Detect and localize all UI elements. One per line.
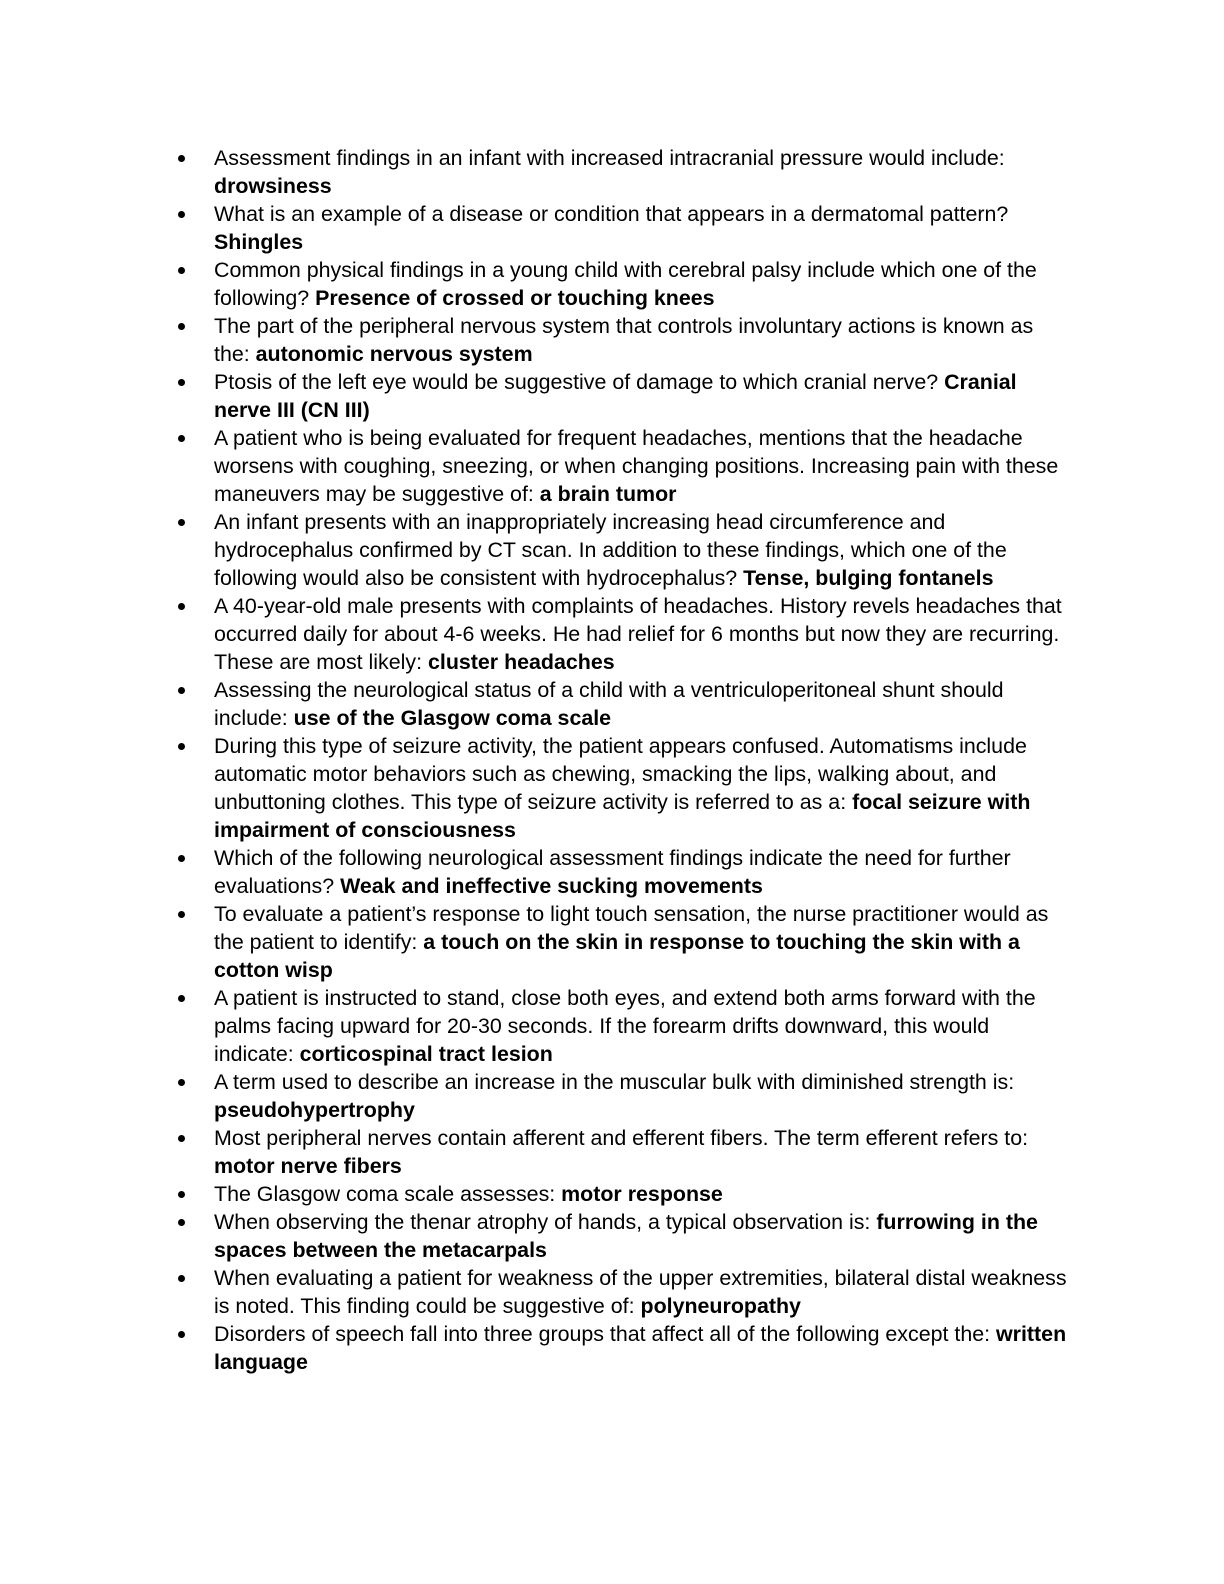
answer-text: focal seizure with impairment of consciousness (214, 790, 1031, 842)
question-text: Assessment findings in an infant with increased intracranial pressure would include: (214, 146, 1005, 170)
list-item (168, 592, 1068, 676)
list-item (168, 508, 1068, 592)
list-item (168, 900, 1068, 984)
bullet-icon (178, 155, 185, 162)
question-text: Disorders of speech fall into three groups that affect all of the following except the: (214, 1322, 997, 1346)
list-item (168, 1208, 1068, 1264)
list-item (168, 732, 1068, 844)
list-item (168, 844, 1068, 900)
answer-text: a touch on the skin in response to touching the skin with a cotton wisp (214, 930, 1020, 982)
question-text: A patient who is being evaluated for frequent headaches, mentions that the headache worsens with coughing, sneezing, or when changing positions. Increasing pain with these maneuvers may be suggestive of: (214, 426, 1059, 506)
bullet-icon (178, 743, 185, 750)
answer-text: drowsiness (214, 174, 332, 198)
list-item (168, 1320, 1068, 1376)
question-text: Which of the following neurological assessment findings indicate the need for further evaluations? (214, 846, 1011, 898)
answer-text: motor response (561, 1182, 723, 1206)
question-text: The Glasgow coma scale assesses: (214, 1182, 562, 1206)
list-item (168, 1264, 1068, 1320)
list-item (168, 256, 1068, 312)
answer-text: pseudohypertrophy (214, 1098, 415, 1122)
answer-text: a brain tumor (539, 482, 677, 506)
bullet-icon (178, 1219, 185, 1226)
list-item (168, 368, 1068, 424)
bullet-icon (178, 1079, 185, 1086)
list-item (168, 144, 1068, 200)
question-text: Common physical findings in a young child with cerebral palsy include which one of the following? (214, 258, 1037, 310)
answer-text: use of the Glasgow coma scale (293, 706, 612, 730)
answer-text: Weak and ineffective sucking movements (340, 874, 763, 898)
bullet-icon (178, 687, 185, 694)
answer-text: furrowing in the spaces between the metacarpals (214, 1210, 1038, 1262)
question-text: A term used to describe an increase in the muscular bulk with diminished strength is: (214, 1070, 1015, 1094)
bullet-icon (178, 1135, 185, 1142)
bullet-icon (178, 519, 185, 526)
bullet-icon (178, 379, 185, 386)
list-item (168, 200, 1068, 256)
list-item (168, 1124, 1068, 1180)
answer-text: polyneuropathy (640, 1294, 801, 1318)
bullet-icon (178, 323, 185, 330)
list-item (168, 984, 1068, 1068)
answer-text: Tense, bulging fontanels (743, 566, 994, 590)
question-text: When observing the thenar atrophy of hands, a typical observation is: (214, 1210, 877, 1234)
answer-text: Presence of crossed or touching knees (315, 286, 715, 310)
question-answer-list (168, 144, 1068, 1376)
answer-text: Cranial nerve III (CN III) (214, 370, 1017, 422)
bullet-icon (178, 855, 185, 862)
list-item (168, 312, 1068, 368)
answer-text: cluster headaches (427, 650, 615, 674)
bullet-icon (178, 995, 185, 1002)
answer-text: motor nerve fibers (214, 1154, 402, 1178)
question-text: A patient is instructed to stand, close both eyes, and extend both arms forward with the palms facing upward for 20-30 seconds. If the forearm drifts downward, this would indicate: (214, 986, 1036, 1066)
question-text: To evaluate a patient’s response to light touch sensation, the nurse practitioner would as the patient to identify: (214, 902, 1049, 954)
bullet-icon (178, 603, 185, 610)
answer-text: corticospinal tract lesion (299, 1042, 553, 1066)
list-item (168, 1068, 1068, 1124)
bullet-icon (178, 211, 185, 218)
list-item (168, 1180, 1068, 1208)
question-text: During this type of seizure activity, the patient appears confused. Automatisms include automatic motor behaviors such as chewing, smacking the lips, walking about, and unbuttoning clothes. This type of seizure activity is referred to as a: (214, 734, 1027, 814)
list-item (168, 676, 1068, 732)
bullet-icon (178, 435, 185, 442)
bullet-icon (178, 1191, 185, 1198)
question-text: Assessing the neurological status of a child with a ventriculoperitoneal shunt should include: (214, 678, 1004, 730)
question-text: An infant presents with an inappropriately increasing head circumference and hydrocephalus confirmed by CT scan. In addition to these findings, which one of the following would also be consistent with hydrocephalus? (214, 510, 1007, 590)
bullet-icon (178, 267, 185, 274)
question-text: A 40-year-old male presents with complaints of headaches. History revels headaches that occurred daily for about 4-6 weeks. He had relief for 6 months but now they are recurring. These are most likely: (214, 594, 1062, 674)
answer-text: Shingles (214, 230, 304, 254)
answer-text: written language (214, 1322, 1067, 1374)
question-text: Ptosis of the left eye would be suggestive of damage to which cranial nerve? (214, 370, 945, 394)
question-text: What is an example of a disease or condition that appears in a dermatomal pattern? (214, 202, 1009, 226)
bullet-icon (178, 1275, 185, 1282)
question-text: When evaluating a patient for weakness of the upper extremities, bilateral distal weakness is noted. This finding could be suggestive of: (214, 1266, 1067, 1318)
bullet-icon (178, 911, 185, 918)
question-text: Most peripheral nerves contain afferent and efferent fibers. The term efferent refers to: (214, 1126, 1029, 1150)
answer-text: autonomic nervous system (255, 342, 533, 366)
list-item (168, 424, 1068, 508)
question-text: The part of the peripheral nervous system that controls involuntary actions is known as the: (214, 314, 1034, 366)
bullet-icon (178, 1331, 185, 1338)
